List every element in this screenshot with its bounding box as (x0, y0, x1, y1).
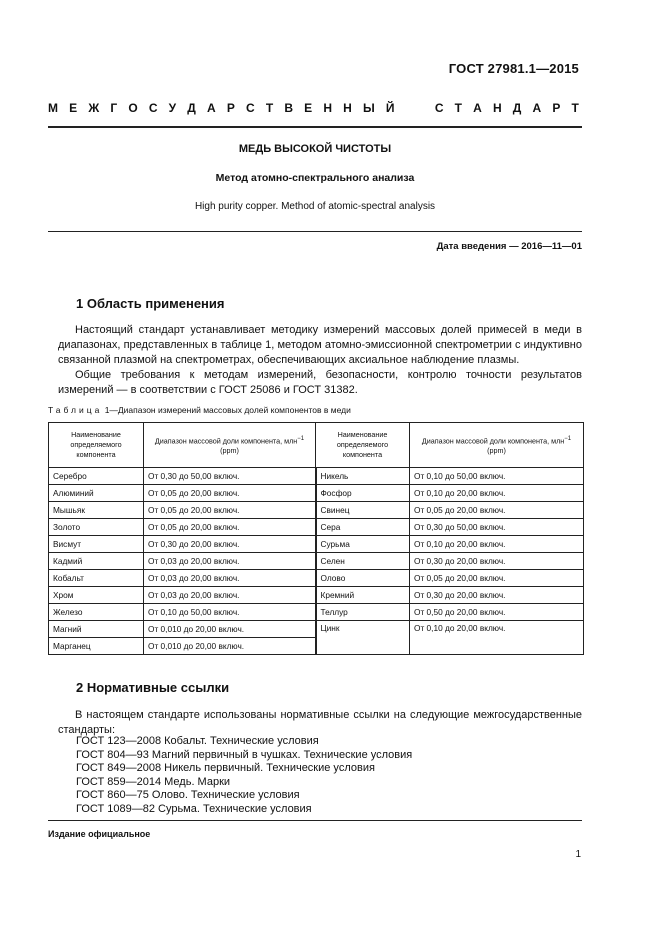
table-row (49, 570, 584, 587)
component-name-cell: Кобальт (49, 570, 144, 587)
section-2-intro (58, 708, 582, 738)
table-caption-text: 1—Диапазон измерений массовых долей компонентов в меди (104, 405, 351, 415)
component-name-cell: Сурьма (316, 536, 410, 553)
reference-item: ГОСТ 859—2014 Медь. Марки (76, 775, 231, 788)
banner-gap (406, 101, 424, 115)
component-name-cell: Теллур (316, 604, 410, 621)
middle-rule (48, 231, 582, 232)
banner-letter: Д (512, 101, 522, 115)
banner-letter: С (434, 101, 444, 115)
range-cell: От 0,10 до 20,00 включ. (410, 536, 584, 553)
section-2-heading: 2 Нормативные ссылки (76, 680, 230, 695)
banner-letter: Т (454, 101, 462, 115)
component-name-cell: Железо (49, 604, 144, 621)
document-code: ГОСТ 27981.1—2015 (448, 61, 579, 76)
range-cell: От 0,05 до 20,00 включ. (144, 502, 316, 519)
banner-letter: Е (69, 101, 78, 115)
banner-letter: С (148, 101, 158, 115)
range-cell: От 0,03 до 20,00 включ. (144, 570, 316, 587)
range-cell: От 0,10 до 50,00 включ. (144, 604, 316, 621)
component-name-cell: Кадмий (49, 553, 144, 570)
table-row (49, 621, 584, 638)
table-row (49, 536, 584, 553)
table-1-caption (48, 405, 351, 415)
introduction-date: Дата введения — 2016—11—01 (436, 241, 582, 252)
header-component-name: Наименование определяемого компонента (316, 423, 410, 468)
range-cell: От 0,10 до 50,00 включ. (410, 468, 584, 485)
table-row (49, 485, 584, 502)
banner-letter: Г (110, 101, 118, 115)
official-edition-note: Издание официальное (48, 829, 151, 839)
component-name-cell: Серебро (49, 468, 144, 485)
header-range: Диапазон массовой доли компонента, млн$^{-1}$ (ppm) (144, 423, 316, 468)
banner-letter: Н (323, 101, 332, 115)
banner-letter: Е (304, 101, 313, 115)
section-1-heading: 1 Область применения (76, 296, 225, 311)
range-cell: От 0,05 до 20,00 включ. (144, 485, 316, 502)
reference-item: ГОСТ 849—2008 Никель первичный. Технические условия (76, 762, 375, 775)
table-row (49, 587, 584, 604)
component-name-cell: Алюминий (49, 485, 144, 502)
banner-letter: С (245, 101, 255, 115)
page-number: 1 (575, 849, 581, 860)
table-row (49, 519, 584, 536)
table-1 (48, 422, 584, 655)
component-name-cell: Свинец (316, 502, 410, 519)
component-name-cell: Кремний (316, 587, 410, 604)
banner-letter: М (48, 101, 58, 115)
table-caption-label: Таблица (48, 405, 103, 415)
component-name-cell: Висмут (49, 536, 144, 553)
range-cell: От 0,010 до 20,00 включ. (144, 638, 316, 655)
range-cell: От 0,05 до 20,00 включ. (410, 502, 584, 519)
component-name-cell: Золото (49, 519, 144, 536)
component-name-cell: Магний (49, 621, 144, 638)
document-title: МЕДЬ ВЫСОКОЙ ЧИСТОТЫ (238, 143, 392, 155)
section-1-paragraph: Настоящий стандарт устанавливает методику измерений массовых долей примесей в меди в диапазонах, представленных в таблице 1, методом атомно-эмиссионной спектрометрии с индуктивно связанной плазмой на спектрометрах, обеспечивающих аксиальное наблюдение плазмы. (58, 324, 582, 366)
component-name-cell: Цинк (316, 621, 410, 655)
component-name-cell: Марганец (49, 638, 144, 655)
table-row (49, 604, 584, 621)
reference-item: ГОСТ 123—2008 Кобальт. Технические условия (76, 735, 319, 747)
component-name-cell: Никель (316, 468, 410, 485)
range-cell: От 0,30 до 20,00 включ. (144, 536, 316, 553)
banner-letter: Р (552, 101, 561, 115)
component-name-cell: Фосфор (316, 485, 410, 502)
range-cell: От 0,30 до 20,00 включ. (410, 553, 584, 570)
table-body (49, 468, 584, 655)
range-cell: От 0,10 до 20,00 включ. (410, 485, 584, 502)
banner-letter: Т (571, 101, 579, 115)
range-cell: От 0,30 до 20,00 включ. (410, 587, 584, 604)
document-title-english: High purity copper. Method of atomic-spectral analysis (194, 201, 436, 212)
banner-letter: Н (343, 101, 352, 115)
component-name-cell: Олово (316, 570, 410, 587)
range-cell: От 0,50 до 20,00 включ. (410, 604, 584, 621)
bottom-rule (48, 820, 582, 821)
component-name-cell: Хром (49, 587, 144, 604)
banner-letter: Н (492, 101, 502, 115)
component-name-cell: Сера (316, 519, 410, 536)
table-row (49, 502, 584, 519)
reference-item: ГОСТ 860—75 Олово. Технические условия (76, 789, 300, 802)
table-row (49, 553, 584, 570)
range-cell: От 0,010 до 20,00 включ. (144, 621, 316, 638)
range-cell: От 0,30 до 50,00 включ. (410, 519, 584, 536)
range-cell: От 0,30 до 50,00 включ. (144, 468, 316, 485)
document-subtitle: Метод атомно-спектрального анализа (215, 172, 415, 184)
banner-letter: Д (187, 101, 196, 115)
range-cell: От 0,03 до 20,00 включ. (144, 553, 316, 570)
banner-letter: Й (385, 101, 395, 115)
table-header-row (49, 423, 584, 468)
range-cell: От 0,05 до 20,00 включ. (144, 519, 316, 536)
component-name-cell: Селен (316, 553, 410, 570)
range-cell: От 0,10 до 20,00 включ. (410, 621, 584, 655)
table-row (49, 468, 584, 485)
banner-letter: А (532, 101, 542, 115)
top-rule (48, 126, 582, 128)
section-1-paragraph: Общие требования к методам измерений, безопасности, контролю точности результатов измерений — в соответствии с ГОСТ 25086 и ГОСТ 31382. (58, 369, 582, 396)
range-cell: От 0,03 до 20,00 включ. (144, 587, 316, 604)
banner-letter: А (473, 101, 482, 115)
reference-item: ГОСТ 1089—82 Сурьма. Технические условия (76, 802, 312, 815)
range-cell: От 0,05 до 20,00 включ. (410, 570, 584, 587)
section-1-body (58, 323, 582, 398)
banner-letter: У (168, 101, 177, 115)
header-component-name: Наименование определяемого компонента (49, 423, 144, 468)
reference-item: ГОСТ 804—93 Магний первичный в чушках. Технические условия (76, 748, 413, 761)
banner-letter: Р (226, 101, 235, 115)
header-range: Диапазон массовой доли компонента, млн$^{-1}$ (ppm) (410, 423, 584, 468)
banner-letter: О (128, 101, 138, 115)
banner-letter: Т (265, 101, 274, 115)
component-name-cell: Мышьяк (49, 502, 144, 519)
banner-letter: В (284, 101, 293, 115)
banner-letter: А (206, 101, 216, 115)
normative-references-list (76, 735, 412, 817)
section-2-paragraph: В настоящем стандарте использованы нормативные ссылки на следующие межгосударственные стандарты: (58, 709, 582, 736)
standard-kind-banner (48, 101, 579, 115)
banner-letter: Ж (88, 101, 100, 115)
banner-letter: Ы (362, 101, 375, 115)
